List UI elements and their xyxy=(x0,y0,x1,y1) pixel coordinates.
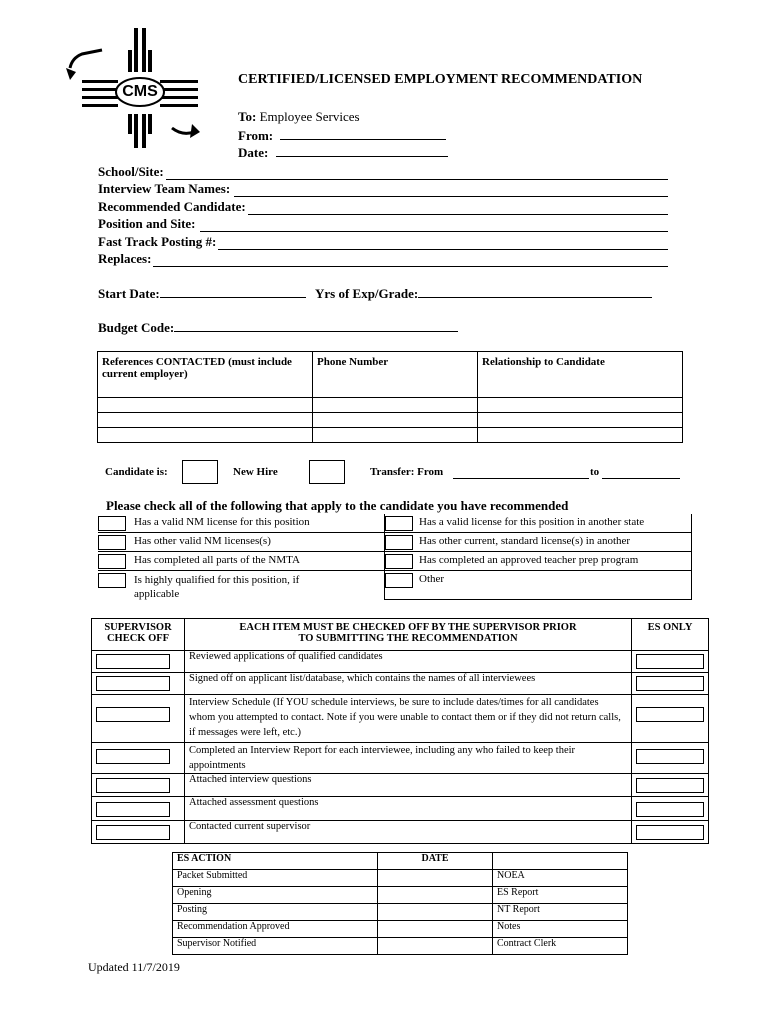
check-item: Is highly qualified for this position, if applicable xyxy=(98,571,384,601)
check-item: Other xyxy=(385,571,691,599)
table-row: Completed an Interview Report for each interviewee, including any who failed to keep their appointments xyxy=(92,743,709,774)
check-item: Has a valid NM license for this position xyxy=(98,514,384,533)
table-row: Reviewed applications of qualified candidates xyxy=(92,651,709,673)
field-input[interactable] xyxy=(248,202,668,215)
supervisor-checkbox[interactable] xyxy=(96,802,170,817)
field-fast-track: Fast Track Posting #: xyxy=(98,232,668,250)
checks-block xyxy=(98,514,690,602)
checks-right xyxy=(384,514,692,600)
field-interview-team: Interview Team Names: xyxy=(98,180,668,198)
table-row: Supervisor Notified Contract Clerk xyxy=(173,938,628,955)
es-checkbox[interactable] xyxy=(636,778,704,793)
from-line xyxy=(238,127,446,144)
es-checkbox[interactable] xyxy=(636,825,704,840)
checkbox[interactable] xyxy=(385,516,413,531)
fields-block xyxy=(98,162,668,267)
page-title: CERTIFIED/LICENSED EMPLOYMENT RECOMMENDATION xyxy=(238,72,643,87)
table-row: Attached assessment questions xyxy=(92,797,709,821)
supervisor-checkbox[interactable] xyxy=(96,749,170,764)
es-action-header: ES ACTION xyxy=(173,853,378,870)
es-checkbox[interactable] xyxy=(636,676,704,691)
from-label: From: xyxy=(238,128,274,143)
transfer-to-field[interactable] xyxy=(602,466,680,479)
field-school-site: School/Site: xyxy=(98,162,668,180)
yrs-label: Yrs of Exp/Grade: xyxy=(314,286,419,301)
table-row: Opening ES Report xyxy=(173,887,628,904)
to-line xyxy=(238,109,360,125)
check-item: Has a valid license for this position in another state xyxy=(385,514,691,533)
references-table xyxy=(97,351,683,443)
candidate-line xyxy=(105,460,705,486)
field-replaces: Replaces: xyxy=(98,250,668,268)
logo-text: CMS xyxy=(122,83,158,100)
checkbox[interactable] xyxy=(98,516,126,531)
start-date-field[interactable] xyxy=(160,285,306,298)
es-action-table xyxy=(172,852,628,955)
candidate-label: Candidate is: xyxy=(105,466,168,478)
checkbox[interactable] xyxy=(98,535,126,550)
checks-heading: Please check all of the following that apply to the candidate you have recommended xyxy=(106,498,569,513)
check-item: Has other current, standard license(s) in another xyxy=(385,533,691,552)
checkbox[interactable] xyxy=(385,535,413,550)
supervisor-checkbox[interactable] xyxy=(96,707,170,722)
supervisor-checkbox[interactable] xyxy=(96,654,170,669)
field-input[interactable] xyxy=(200,219,668,232)
budget-line xyxy=(98,319,458,336)
budget-label: Budget Code: xyxy=(98,320,175,335)
transfer-to-label: to xyxy=(590,466,600,478)
transfer-from-label: Transfer: From xyxy=(370,466,444,478)
from-field[interactable] xyxy=(280,127,446,140)
new-hire-label: New Hire xyxy=(233,466,278,478)
date-field[interactable] xyxy=(276,144,448,157)
to-label: To: xyxy=(238,109,257,124)
table-row: Contacted current supervisor xyxy=(92,821,709,844)
es-only-header: ES ONLY xyxy=(632,619,709,651)
es-checkbox[interactable] xyxy=(636,802,704,817)
date-label: Date: xyxy=(238,145,269,160)
table-row xyxy=(98,413,683,428)
to-value: Employee Services xyxy=(259,109,360,124)
check-item: Has other valid NM licenses(s) xyxy=(98,533,384,552)
table-row: Attached interview questions xyxy=(92,774,709,797)
table-row xyxy=(98,428,683,443)
es-checkbox[interactable] xyxy=(636,749,704,764)
start-date-label: Start Date: xyxy=(98,286,160,301)
check-item: Has completed an approved teacher prep program xyxy=(385,552,691,571)
check-item: Has completed all parts of the NMTA xyxy=(98,552,384,571)
table-row: Signed off on applicant list/database, which contains the names of all interviewees xyxy=(92,673,709,695)
supervisor-col-header: SUPERVISOR CHECK OFF xyxy=(92,619,185,651)
supervisor-table xyxy=(91,618,709,844)
ref-header-contacted: References CONTACTED (must include current employer) xyxy=(98,352,313,398)
checkbox[interactable] xyxy=(385,554,413,569)
transfer-checkbox[interactable] xyxy=(309,460,345,484)
supervisor-checkbox[interactable] xyxy=(96,676,170,691)
table-row xyxy=(98,398,683,413)
es-date-header: DATE xyxy=(378,853,493,870)
footer-updated: Updated 11/7/2019 xyxy=(88,960,180,974)
field-position-site: Position and Site: xyxy=(98,215,668,233)
ref-header-phone: Phone Number xyxy=(313,352,478,398)
yrs-field[interactable] xyxy=(418,285,652,298)
es-checkbox[interactable] xyxy=(636,654,704,669)
start-date-line xyxy=(98,285,652,302)
new-hire-checkbox[interactable] xyxy=(182,460,218,484)
cms-logo xyxy=(62,28,202,148)
field-input[interactable] xyxy=(153,254,668,267)
field-input[interactable] xyxy=(218,237,668,250)
field-input[interactable] xyxy=(166,167,668,180)
supervisor-checkbox[interactable] xyxy=(96,825,170,840)
date-line xyxy=(238,144,448,161)
instructions-header: EACH ITEM MUST BE CHECKED OFF BY THE SUPERVISOR PRIOR TO SUBMITTING THE RECOMMENDATION xyxy=(185,619,632,651)
es-checkbox[interactable] xyxy=(636,707,704,722)
table-row: Recommendation Approved Notes xyxy=(173,921,628,938)
checkbox[interactable] xyxy=(98,573,126,588)
table-row: Interview Schedule (If YOU schedule interviews, be sure to include dates/times for all candidates whom you attempted to contact. Note if you were unable to contact them or if they did not return calls, if messages were left, etc.) xyxy=(92,695,709,743)
ref-header-relationship: Relationship to Candidate xyxy=(478,352,683,398)
budget-field[interactable] xyxy=(174,319,458,332)
checkbox[interactable] xyxy=(385,573,413,588)
supervisor-checkbox[interactable] xyxy=(96,778,170,793)
field-recommended-candidate: Recommended Candidate: xyxy=(98,197,668,215)
field-input[interactable] xyxy=(234,184,668,197)
table-row: Posting NT Report xyxy=(173,904,628,921)
table-row: Packet Submitted NOEA xyxy=(173,870,628,887)
transfer-from-field[interactable] xyxy=(453,466,589,479)
checkbox[interactable] xyxy=(98,554,126,569)
